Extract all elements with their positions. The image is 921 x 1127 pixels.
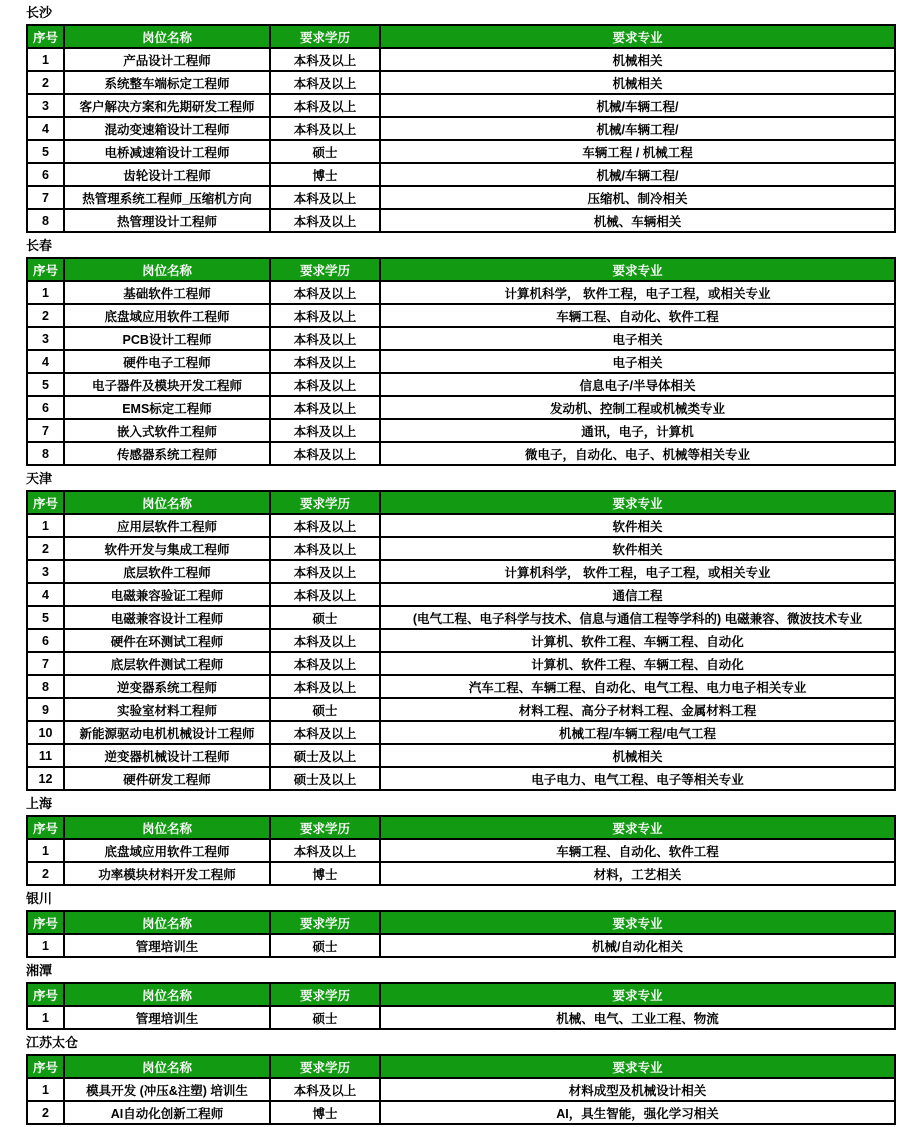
degree-cell: 硕士 (270, 698, 380, 721)
jobs-table (26, 1054, 896, 1125)
column-header: 岗位名称 (64, 983, 270, 1006)
column-header: 岗位名称 (64, 816, 270, 839)
table-row (27, 839, 895, 862)
column-header: 要求专业 (380, 258, 895, 281)
major-cell: 机械相关 (380, 744, 895, 767)
degree-cell: 博士 (270, 1101, 380, 1124)
position-name-cell: 软件开发与集成工程师 (64, 537, 270, 560)
major-cell: 计算机科学， 软件工程，电子工程，或相关专业 (380, 560, 895, 583)
position-name-cell: 客户解决方案和先期研发工程师 (64, 94, 270, 117)
table-row (27, 1078, 895, 1101)
column-header: 要求专业 (380, 25, 895, 48)
degree-cell: 本科及以上 (270, 652, 380, 675)
degree-cell: 硕士 (270, 934, 380, 957)
position-name-cell: 底层软件工程师 (64, 560, 270, 583)
row-number-cell: 3 (27, 327, 64, 350)
position-name-cell: 电磁兼容验证工程师 (64, 583, 270, 606)
city-label: 天津 (26, 471, 53, 486)
position-name-cell: 电桥减速箱设计工程师 (64, 140, 270, 163)
major-cell: 机械/车辆工程/ (380, 94, 895, 117)
row-number-cell: 8 (27, 675, 64, 698)
position-name-cell: PCB设计工程师 (64, 327, 270, 350)
major-cell: 车辆工程、自动化、软件工程 (380, 839, 895, 862)
column-header: 要求学历 (270, 1055, 380, 1078)
table-row (27, 652, 895, 675)
table-row (27, 71, 895, 94)
table-row (27, 721, 895, 744)
table-row (27, 606, 895, 629)
major-cell: 材料工程、高分子材料工程、金属材料工程 (380, 698, 895, 721)
row-number-cell: 1 (27, 514, 64, 537)
position-name-cell: 逆变器系统工程师 (64, 675, 270, 698)
table-row (27, 675, 895, 698)
jobs-table (26, 24, 896, 233)
table-row (27, 327, 895, 350)
header-row (27, 25, 895, 48)
degree-cell: 本科及以上 (270, 71, 380, 94)
row-number-cell: 2 (27, 71, 64, 94)
column-header: 序号 (27, 258, 64, 281)
column-header: 要求学历 (270, 911, 380, 934)
table-row (27, 419, 895, 442)
table-row (27, 767, 895, 790)
table-row (27, 442, 895, 465)
city-section (26, 238, 895, 466)
table-row (27, 537, 895, 560)
degree-cell: 本科及以上 (270, 350, 380, 373)
position-name-cell: 热管理系统工程师_压缩机方向 (64, 186, 270, 209)
row-number-cell: 3 (27, 560, 64, 583)
degree-cell: 本科及以上 (270, 327, 380, 350)
degree-cell: 本科及以上 (270, 304, 380, 327)
row-number-cell: 12 (27, 767, 64, 790)
table-row (27, 514, 895, 537)
table-row (27, 186, 895, 209)
row-number-cell: 1 (27, 48, 64, 71)
column-header: 要求专业 (380, 983, 895, 1006)
table-row (27, 744, 895, 767)
degree-cell: 本科及以上 (270, 675, 380, 698)
degree-cell: 本科及以上 (270, 721, 380, 744)
position-name-cell: 管理培训生 (64, 934, 270, 957)
position-name-cell: 电磁兼容设计工程师 (64, 606, 270, 629)
row-number-cell: 4 (27, 350, 64, 373)
city-label: 湘潭 (26, 963, 53, 978)
city-section (26, 5, 895, 233)
degree-cell: 硕士 (270, 1006, 380, 1029)
city-section (26, 471, 895, 791)
header-row (27, 816, 895, 839)
major-cell: 机械/车辆工程/ (380, 163, 895, 186)
row-number-cell: 5 (27, 373, 64, 396)
table-row (27, 934, 895, 957)
position-name-cell: 底层软件测试工程师 (64, 652, 270, 675)
row-number-cell: 1 (27, 1078, 64, 1101)
row-number-cell: 7 (27, 652, 64, 675)
row-number-cell: 10 (27, 721, 64, 744)
position-name-cell: 基础软件工程师 (64, 281, 270, 304)
column-header: 岗位名称 (64, 911, 270, 934)
row-number-cell: 8 (27, 209, 64, 232)
position-name-cell: 底盘域应用软件工程师 (64, 839, 270, 862)
row-number-cell: 11 (27, 744, 64, 767)
position-name-cell: 硬件电子工程师 (64, 350, 270, 373)
jobs-table (26, 257, 896, 466)
row-number-cell: 1 (27, 1006, 64, 1029)
major-cell: 软件相关 (380, 537, 895, 560)
position-name-cell: 底盘域应用软件工程师 (64, 304, 270, 327)
table-row (27, 281, 895, 304)
degree-cell: 本科及以上 (270, 117, 380, 140)
major-cell: 电子相关 (380, 350, 895, 373)
position-name-cell: 新能源驱动电机机械设计工程师 (64, 721, 270, 744)
table-row (27, 117, 895, 140)
column-header: 要求专业 (380, 911, 895, 934)
table-row (27, 862, 895, 885)
column-header: 序号 (27, 25, 64, 48)
column-header: 要求学历 (270, 491, 380, 514)
major-cell: 材料，工艺相关 (380, 862, 895, 885)
table-row (27, 209, 895, 232)
degree-cell: 博士 (270, 163, 380, 186)
table-row (27, 140, 895, 163)
position-name-cell: 管理培训生 (64, 1006, 270, 1029)
degree-cell: 博士 (270, 862, 380, 885)
column-header: 序号 (27, 491, 64, 514)
table-row (27, 373, 895, 396)
column-header: 岗位名称 (64, 491, 270, 514)
row-number-cell: 7 (27, 186, 64, 209)
major-cell: 电子电力、电气工程、电子等相关专业 (380, 767, 895, 790)
column-header: 要求专业 (380, 816, 895, 839)
column-header: 要求学历 (270, 258, 380, 281)
degree-cell: 硕士及以上 (270, 744, 380, 767)
major-cell: 机械、电气、工业工程、物流 (380, 1006, 895, 1029)
row-number-cell: 1 (27, 934, 64, 957)
column-header: 要求专业 (380, 1055, 895, 1078)
degree-cell: 本科及以上 (270, 94, 380, 117)
degree-cell: 本科及以上 (270, 583, 380, 606)
position-name-cell: 传感器系统工程师 (64, 442, 270, 465)
table-row (27, 396, 895, 419)
position-name-cell: 系统整车端标定工程师 (64, 71, 270, 94)
row-number-cell: 1 (27, 281, 64, 304)
city-label: 江苏太仓 (26, 1035, 79, 1050)
degree-cell: 本科及以上 (270, 514, 380, 537)
header-row (27, 983, 895, 1006)
position-name-cell: 产品设计工程师 (64, 48, 270, 71)
degree-cell: 本科及以上 (270, 281, 380, 304)
major-cell: 机械/车辆工程/ (380, 117, 895, 140)
row-number-cell: 6 (27, 396, 64, 419)
row-number-cell: 4 (27, 117, 64, 140)
position-name-cell: 嵌入式软件工程师 (64, 419, 270, 442)
position-name-cell: 实验室材料工程师 (64, 698, 270, 721)
table-row (27, 1006, 895, 1029)
position-name-cell: EMS标定工程师 (64, 396, 270, 419)
degree-cell: 本科及以上 (270, 839, 380, 862)
degree-cell: 本科及以上 (270, 209, 380, 232)
degree-cell: 本科及以上 (270, 537, 380, 560)
column-header: 序号 (27, 983, 64, 1006)
city-label: 长沙 (26, 5, 53, 20)
position-name-cell: 应用层软件工程师 (64, 514, 270, 537)
jobs-table (26, 982, 896, 1030)
row-number-cell: 6 (27, 629, 64, 652)
major-cell: (电气工程、电子科学与技术、信息与通信工程等学科的) 电磁兼容、微波技术专业 (380, 606, 895, 629)
degree-cell: 本科及以上 (270, 186, 380, 209)
position-name-cell: 齿轮设计工程师 (64, 163, 270, 186)
degree-cell: 本科及以上 (270, 442, 380, 465)
column-header: 岗位名称 (64, 1055, 270, 1078)
row-number-cell: 5 (27, 606, 64, 629)
table-row (27, 350, 895, 373)
row-number-cell: 3 (27, 94, 64, 117)
position-name-cell: 硬件研发工程师 (64, 767, 270, 790)
city-section (26, 796, 895, 886)
major-cell: 机械相关 (380, 48, 895, 71)
row-number-cell: 1 (27, 839, 64, 862)
city-label: 银川 (26, 891, 53, 906)
city-label: 上海 (26, 796, 53, 811)
major-cell: 计算机、软件工程、车辆工程、自动化 (380, 629, 895, 652)
column-header: 序号 (27, 1055, 64, 1078)
major-cell: 通讯，电子，计算机 (380, 419, 895, 442)
column-header: 序号 (27, 816, 64, 839)
column-header: 序号 (27, 911, 64, 934)
position-name-cell: 功率模块材料开发工程师 (64, 862, 270, 885)
row-number-cell: 6 (27, 163, 64, 186)
row-number-cell: 2 (27, 537, 64, 560)
position-name-cell: 电子器件及模块开发工程师 (64, 373, 270, 396)
major-cell: 机械相关 (380, 71, 895, 94)
major-cell: 机械/自动化相关 (380, 934, 895, 957)
table-row (27, 583, 895, 606)
major-cell: 通信工程 (380, 583, 895, 606)
city-label: 长春 (26, 238, 53, 253)
table-row (27, 94, 895, 117)
major-cell: 信息电子/半导体相关 (380, 373, 895, 396)
row-number-cell: 2 (27, 304, 64, 327)
city-section (26, 891, 895, 958)
major-cell: 材料成型及机械设计相关 (380, 1078, 895, 1101)
row-number-cell: 7 (27, 419, 64, 442)
degree-cell: 本科及以上 (270, 1078, 380, 1101)
jobs-table (26, 490, 896, 791)
table-row (27, 629, 895, 652)
degree-cell: 本科及以上 (270, 629, 380, 652)
row-number-cell: 8 (27, 442, 64, 465)
degree-cell: 本科及以上 (270, 396, 380, 419)
major-cell: 计算机科学， 软件工程，电子工程，或相关专业 (380, 281, 895, 304)
header-row (27, 258, 895, 281)
major-cell: 微电子，自动化、电子、机械等相关专业 (380, 442, 895, 465)
column-header: 要求学历 (270, 816, 380, 839)
major-cell: 车辆工程、自动化、软件工程 (380, 304, 895, 327)
major-cell: 车辆工程 / 机械工程 (380, 140, 895, 163)
column-header: 岗位名称 (64, 25, 270, 48)
position-name-cell: AI自动化创新工程师 (64, 1101, 270, 1124)
jobs-table (26, 815, 896, 886)
major-cell: 机械工程/车辆工程/电气工程 (380, 721, 895, 744)
major-cell: 电子相关 (380, 327, 895, 350)
major-cell: 计算机、软件工程、车辆工程、自动化 (380, 652, 895, 675)
table-row (27, 560, 895, 583)
column-header: 要求学历 (270, 25, 380, 48)
column-header: 要求专业 (380, 491, 895, 514)
degree-cell: 本科及以上 (270, 48, 380, 71)
position-name-cell: 硬件在环测试工程师 (64, 629, 270, 652)
table-row (27, 1101, 895, 1124)
header-row (27, 491, 895, 514)
degree-cell: 硕士 (270, 606, 380, 629)
degree-cell: 硕士 (270, 140, 380, 163)
header-row (27, 1055, 895, 1078)
degree-cell: 硕士及以上 (270, 767, 380, 790)
table-row (27, 163, 895, 186)
row-number-cell: 4 (27, 583, 64, 606)
header-row (27, 911, 895, 934)
degree-cell: 本科及以上 (270, 373, 380, 396)
city-section (26, 963, 895, 1030)
position-name-cell: 混动变速箱设计工程师 (64, 117, 270, 140)
major-cell: 软件相关 (380, 514, 895, 537)
degree-cell: 本科及以上 (270, 560, 380, 583)
position-name-cell: 热管理设计工程师 (64, 209, 270, 232)
row-number-cell: 2 (27, 862, 64, 885)
city-section (26, 1035, 895, 1125)
major-cell: AI，具生智能，强化学习相关 (380, 1101, 895, 1124)
major-cell: 机械、车辆相关 (380, 209, 895, 232)
column-header: 要求学历 (270, 983, 380, 1006)
jobs-table (26, 910, 896, 958)
table-row (27, 48, 895, 71)
major-cell: 压缩机、制冷相关 (380, 186, 895, 209)
major-cell: 汽车工程、车辆工程、自动化、电气工程、电力电子相关专业 (380, 675, 895, 698)
major-cell: 发动机、控制工程或机械类专业 (380, 396, 895, 419)
position-name-cell: 逆变器机械设计工程师 (64, 744, 270, 767)
column-header: 岗位名称 (64, 258, 270, 281)
row-number-cell: 9 (27, 698, 64, 721)
degree-cell: 本科及以上 (270, 419, 380, 442)
position-name-cell: 模具开发 (冲压&注塑) 培训生 (64, 1078, 270, 1101)
table-row (27, 698, 895, 721)
table-row (27, 304, 895, 327)
row-number-cell: 5 (27, 140, 64, 163)
row-number-cell: 2 (27, 1101, 64, 1124)
